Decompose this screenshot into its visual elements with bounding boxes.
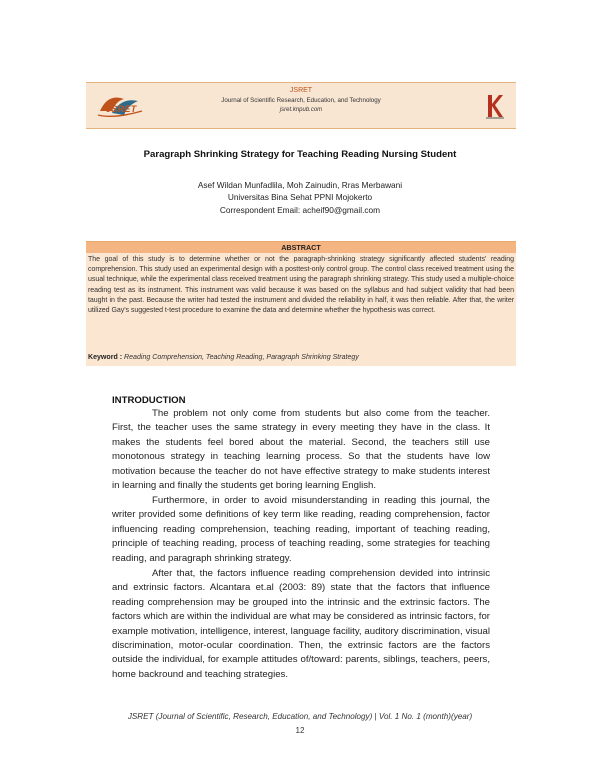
author-names: Asef Wildan Munfadlila, Moh Zainudin, Rras Merbawani	[197, 180, 403, 190]
abstract-box	[86, 241, 516, 366]
journal-abbr: JSRET	[289, 87, 313, 94]
journal-info	[86, 86, 516, 115]
body-paragraph	[112, 407, 490, 493]
footer-citation: JSRET (Journal of Scientific, Research, Education, and Technology) | Vol. 1 No. 1 (month)(year)	[127, 712, 473, 721]
paper-title: Paragraph Shrinking Strategy for Teaching Reading Nursing Student	[143, 149, 457, 160]
author-email: Correspondent Email: acheif90@gmail.com	[219, 204, 381, 215]
section-heading-introduction: INTRODUCTION	[112, 395, 186, 406]
journal-url[interactable]: jsret.knpub.com	[279, 107, 323, 113]
author-block	[0, 179, 600, 216]
keywords-list: Reading Comprehension, Teaching Reading, Paragraph Shrinking Strategy	[124, 354, 359, 361]
body-paragraph	[112, 567, 490, 682]
publisher-k-logo-icon	[484, 92, 506, 120]
paragraph-text: After that, the factors influence reading comprehension devided into intrinsic and extrinsic factors. Alcantara et.al (2003: 89) state that the factors that influence reading comprehension may be grouped into the intrinsic and the extrinsic factors. The factors which are within the individual are what may be considered as intrinsic factors, for example motivation, intelligence, interest, language facility, auditory discrimination, visual discrimination, motor-ocular coordination. Then, the extrinsic factors are the factors outside the individual, for example attitudes of/toward: parents, siblings, teachers, peers, home backround and teaching strategies.	[112, 568, 490, 680]
paragraph-text: The problem not only come from students but also come from the teacher. First, the teacher uses the same strategy in every meeting they have in the class. It makes the students feel bored about the material. Second, the teachers still use monotonous strategy in teaching learning process. So that the students have low motivation because the teacher do not have effective strategy to make students interest in learning and finally the students get boring learning English.	[112, 408, 490, 492]
journal-name: Journal of Scientific Research, Education, and Technology	[221, 97, 381, 104]
body-paragraph	[112, 494, 490, 566]
jsret-logo-text: JSRET	[106, 104, 137, 114]
abstract-text: The goal of this study is to determine whether or not the paragraph-shrinking strategy significantly affected students' reading comprehension. This study used an experimental design with a posttest-only control group. The control class received treatment using the usual technique, while the experimental class received treatment using the paragraph shrinking strategy. This study used a multiple-choice reading test as its instrument. This instrument was valid because it was based on the syllabus and had subject validity that had been taught in the past. Because the writer had tested the instrument and divided the reliability in half, it was then reliable. After that, the writer utilized Gay's suggested t-test procedure to examine the data and determine whether the hypothesis was correct.	[88, 256, 514, 315]
keywords-label: Keyword :	[88, 354, 123, 361]
paragraph-text: Furthermore, in order to avoid misunderstanding in reading this journal, the writer provided some definitions of key term like reading, reading comprehension, factor influencing reading comprehension, teaching reading, important of teaching reading, principle of teaching reading, process of teaching reading, some strategies for teaching reading, and paragraph shrinking strategy.	[112, 495, 490, 564]
abstract-heading: ABSTRACT	[86, 242, 516, 253]
abstract-keywords	[88, 354, 359, 361]
journal-banner	[86, 82, 516, 129]
page-number: 12	[295, 726, 305, 735]
author-affiliation: Universitas Bina Sehat PPNI Mojokerto	[227, 192, 373, 203]
